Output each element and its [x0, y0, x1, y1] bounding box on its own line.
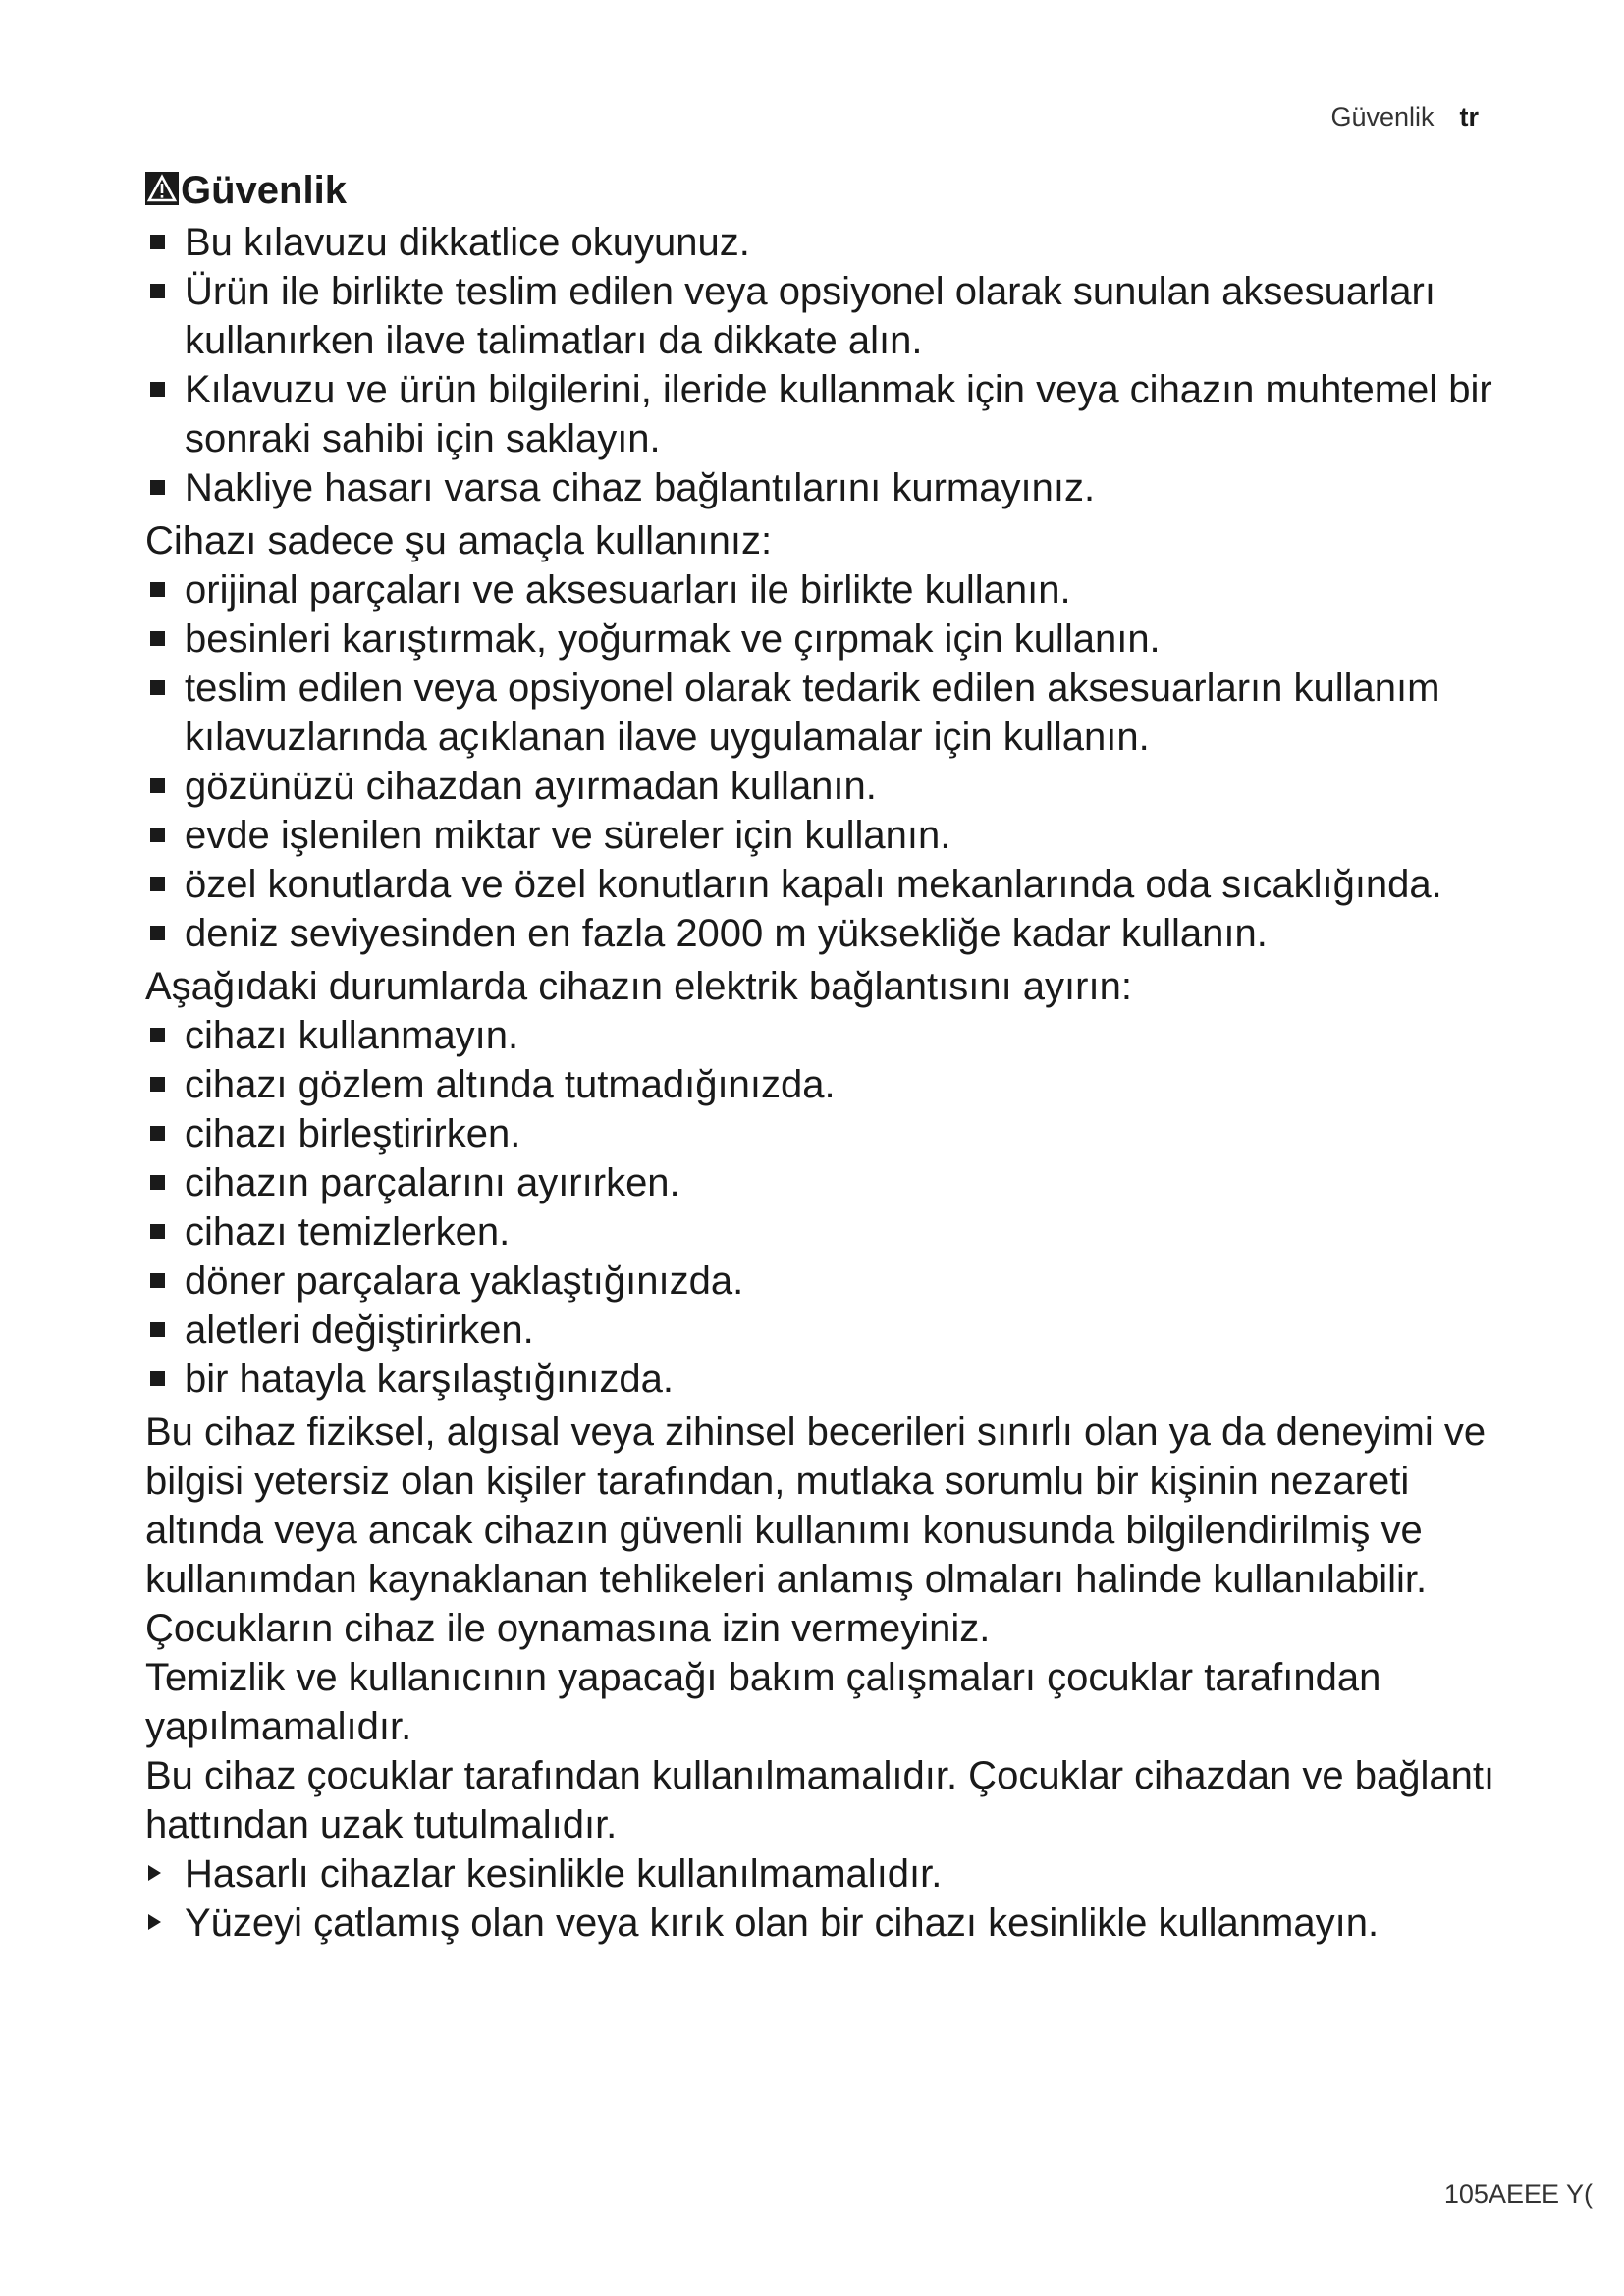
list-item: [145, 614, 1500, 664]
running-head: [1330, 102, 1479, 133]
warning-triangle-icon: [145, 172, 179, 205]
square-bullet-icon: [150, 382, 165, 397]
square-bullet-icon: [150, 582, 165, 597]
list-item-text: gözünüzü cihazdan ayırmadan kullanın.: [185, 765, 877, 808]
list-item-text: özel konutlarda ve özel konutların kapalı mekanlarında oda sıcaklığında.: [185, 863, 1442, 906]
warning-text: Hasarlı cihazlar kesinlikle kullanılmamalıdır.: [185, 1852, 943, 1896]
square-bullet-icon: [150, 631, 165, 646]
list-item: [145, 1109, 1500, 1158]
usage-lead: Cihazı sadece şu amaçla kullanınız:: [145, 519, 773, 562]
usage-list: [145, 565, 1500, 958]
list-item: [145, 1355, 1500, 1404]
list-item-text: Ürün ile birlikte teslim edilen veya opsiyonel olarak sunulan aksesuarları kullanırken ilave talimatları da dikkate alın.: [185, 270, 1435, 362]
square-bullet-icon: [150, 680, 165, 695]
list-item: [145, 463, 1500, 512]
running-head-section: Güvenlik: [1330, 102, 1435, 132]
footer-code: 105AEEE Y(: [1443, 2179, 1593, 2209]
intro-list: [145, 218, 1500, 512]
list-item-text: aletleri değiştirirken.: [185, 1308, 534, 1352]
list-item: [145, 811, 1500, 860]
list-item-text: döner parçalara yaklaştığınızda.: [185, 1259, 744, 1303]
list-item: [145, 267, 1500, 365]
warning-item: [145, 1849, 1500, 1898]
square-bullet-icon: [150, 1224, 165, 1239]
warning-list: [145, 1849, 1500, 1948]
square-bullet-icon: [150, 235, 165, 249]
list-item: [145, 1306, 1500, 1355]
square-bullet-icon: [150, 1126, 165, 1141]
warning-text: Yüzeyi çatlamış olan veya kırık olan bir cihazı kesinlikle kullanmayın.: [185, 1901, 1380, 1945]
square-bullet-icon: [150, 1028, 165, 1042]
section-title: Güvenlik: [181, 169, 347, 212]
list-item-text: cihazı birleştirirken.: [185, 1112, 521, 1155]
disconnect-list: [145, 1011, 1500, 1404]
list-item-text: cihazı kullanmayın.: [185, 1014, 519, 1057]
list-item-text: Nakliye hasarı varsa cihaz bağlantılarını kurmayınız.: [185, 466, 1096, 509]
list-item: [145, 1060, 1500, 1109]
paragraph: Temizlik ve kullanıcının yapacağı bakım çalışmaları çocuklar tarafından yapılmamalıdır.: [145, 1656, 1381, 1748]
page-content: [145, 165, 1500, 1948]
list-item-text: Kılavuzu ve ürün bilgilerini, ileride kullanmak için veya cihazın muhtemel bir sonraki sahibi için saklayın.: [185, 368, 1492, 460]
list-item: [145, 664, 1500, 762]
list-item-text: deniz seviyesinden en fazla 2000 m yüksekliğe kadar kullanın.: [185, 912, 1268, 955]
square-bullet-icon: [150, 1077, 165, 1092]
list-item-text: evde işlenilen miktar ve süreler için kullanın.: [185, 814, 951, 857]
list-item-text: teslim edilen veya opsiyonel olarak tedarik edilen aksesuarların kullanım kılavuzlarında açıklanan ilave uygulamalar için kullanın.: [185, 667, 1440, 759]
square-bullet-icon: [150, 1322, 165, 1337]
list-item-text: Bu kılavuzu dikkatlice okuyunuz.: [185, 221, 750, 264]
list-item-text: cihazın parçalarını ayırırken.: [185, 1161, 680, 1204]
warning-item: [145, 1898, 1500, 1948]
list-item-text: cihazı temizlerken.: [185, 1210, 511, 1254]
list-item: [145, 909, 1500, 958]
paragraph: Bu cihaz fiziksel, algısal veya zihinsel becerileri sınırlı olan ya da deneyimi ve bilgisi yetersiz olan kişiler tarafından, mutlaka sorumlu bir kişinin nezareti altında veya ancak cihazın güvenli kullanımı konusunda bilgilendirilmiş ve kullanımdan kaynaklanan tehlikeleri anlamış olmaları halinde kullanılabilir.: [145, 1411, 1487, 1601]
square-bullet-icon: [150, 926, 165, 940]
list-item: [145, 1011, 1500, 1060]
paragraph: Çocukların cihaz ile oynamasına izin vermeyiniz.: [145, 1607, 991, 1650]
square-bullet-icon: [150, 480, 165, 495]
disconnect-lead: Aşağıdaki durumlarda cihazın elektrik bağlantısını ayırın:: [145, 965, 1132, 1008]
square-bullet-icon: [150, 828, 165, 842]
list-item: [145, 1158, 1500, 1207]
list-item: [145, 565, 1500, 614]
running-head-lang: tr: [1459, 102, 1479, 132]
paragraph: Bu cihaz çocuklar tarafından kullanılmamalıdır. Çocuklar cihazdan ve bağlantı hattından uzak tutulmalıdır.: [145, 1754, 1495, 1846]
list-item: [145, 218, 1500, 267]
section-heading: [145, 165, 1500, 216]
list-item-text: orijinal parçaları ve aksesuarları ile birlikte kullanın.: [185, 568, 1071, 612]
square-bullet-icon: [150, 1175, 165, 1190]
square-bullet-icon: [150, 877, 165, 891]
triangle-bullet-icon: [148, 1914, 161, 1930]
list-item-text: bir hatayla karşılaştığınızda.: [185, 1358, 675, 1401]
square-bullet-icon: [150, 1273, 165, 1288]
list-item: [145, 1256, 1500, 1306]
list-item: [145, 860, 1500, 909]
list-item: [145, 1207, 1500, 1256]
square-bullet-icon: [150, 284, 165, 298]
list-item: [145, 762, 1500, 811]
list-item-text: besinleri karıştırmak, yoğurmak ve çırpmak için kullanın.: [185, 617, 1161, 661]
square-bullet-icon: [150, 778, 165, 793]
square-bullet-icon: [150, 1371, 165, 1386]
list-item-text: cihazı gözlem altında tutmadığınızda.: [185, 1063, 836, 1106]
triangle-bullet-icon: [148, 1865, 161, 1881]
list-item: [145, 365, 1500, 463]
